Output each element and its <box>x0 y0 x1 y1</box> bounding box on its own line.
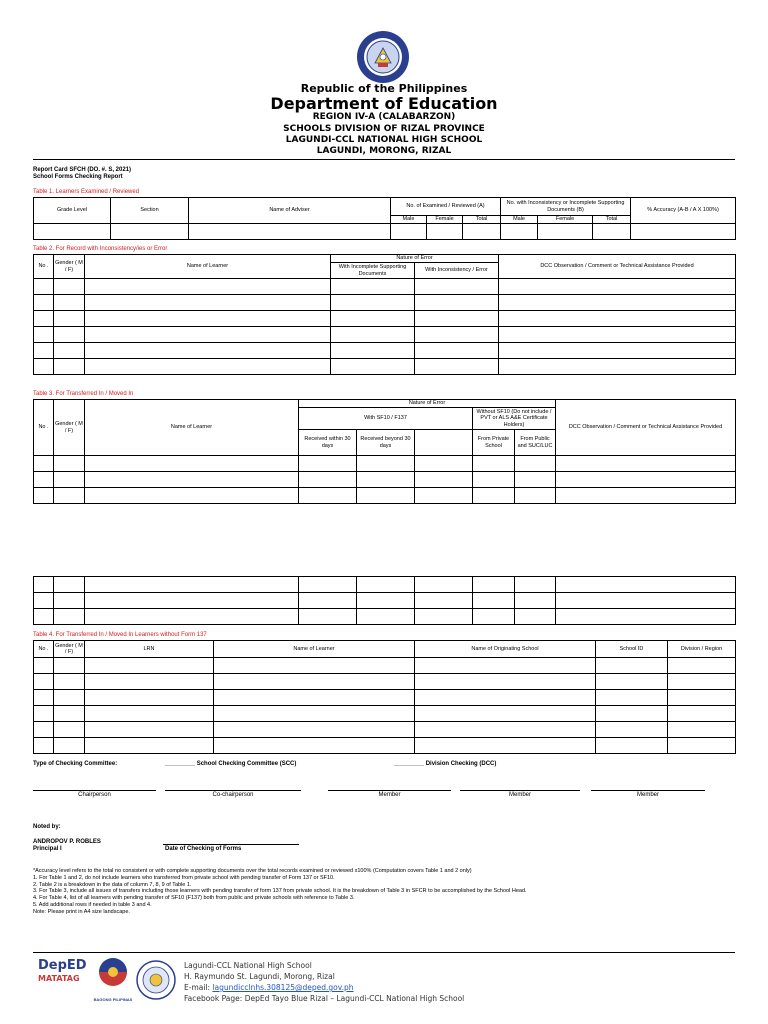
committee-scc: _________ School Checking Committee (SCC) <box>165 761 297 767</box>
table-row <box>34 658 736 674</box>
col-accuracy: % Accuracy (A-B / A X 100%) <box>631 198 736 224</box>
committee-type-label: Type of Checking Committee: <box>33 761 118 767</box>
date-of-checking-label: Date of Checking of Forms <box>165 846 242 852</box>
col-from-private: From Private School <box>473 430 515 456</box>
table1-learners-examined <box>33 197 736 240</box>
col-male: Male <box>391 216 427 224</box>
matatag-logo-text: MATATAG <box>38 974 80 983</box>
table3-caption: Table 3. For Transferred In / Moved In <box>33 391 134 397</box>
col-female: Female <box>427 216 463 224</box>
table-row <box>34 456 736 472</box>
table3-transferred-in <box>33 399 736 504</box>
footnote: 5. Add additional rows if needed in table 3 and 4. <box>33 901 152 908</box>
member2-label: Member <box>508 792 531 798</box>
school-seal-logo <box>136 960 176 1000</box>
table-row <box>34 609 736 625</box>
table-row <box>34 488 736 504</box>
co-chairperson-signature-line <box>165 790 301 791</box>
col-dcc: DCC Observation / Comment or Technical Assistance Provided <box>499 255 736 279</box>
table1-caption: Table 1. Learners Examined / Reviewed <box>33 189 140 195</box>
col-total: Total <box>463 216 501 224</box>
col-male: Male <box>501 216 538 224</box>
table-row <box>34 722 736 738</box>
table-row <box>34 593 736 609</box>
col-total: Total <box>593 216 631 224</box>
footer-email-row <box>184 983 354 992</box>
table-row <box>34 343 736 359</box>
col-female: Female <box>538 216 593 224</box>
col-grade-level: Grade Level <box>34 198 111 224</box>
table2-inconsistencies <box>33 254 736 375</box>
col-no: No . <box>34 641 54 658</box>
committee-dcc: _________ Division Checking (DCC) <box>394 761 497 767</box>
bagong-pilipinas-logo <box>95 956 131 996</box>
col-inconsistency: With Inconsistency / Error <box>415 263 499 279</box>
col-no: No . <box>34 400 54 456</box>
footer-facebook: Facebook Page: DepEd Tayo Blue Rizal – Lagundi-CCL National High School <box>184 994 465 1003</box>
member3-signature-line <box>591 790 705 791</box>
date-signature-line <box>163 844 299 845</box>
col-without-sf10: Without SF10 (Do not include / PVT or ALS A&E Certificate Holders) <box>473 408 556 430</box>
principal-position: Principal I <box>33 846 62 852</box>
footnotes <box>33 868 733 916</box>
member1-label: Member <box>378 792 401 798</box>
footnote: 2. Table 2 is a breakdown in the data of column 7, 8, 9 of Table 1. <box>33 881 192 888</box>
col-gender: Gender ( M / F) <box>54 641 85 658</box>
principal-name: ANDROPOV P. ROBLES <box>33 839 101 845</box>
table-row <box>34 577 736 593</box>
col-learner: Name of Learner <box>214 641 415 658</box>
chairperson-label: Chairperson <box>78 792 111 798</box>
form-subtitle: School Forms Checking Report <box>33 174 123 180</box>
col-learner: Name of Learner <box>85 400 299 456</box>
col-lrn: LRN <box>85 641 214 658</box>
footer-email-label: E-mail: <box>184 983 213 992</box>
footnote: 4. For Table 4, list of all learners with pending transfer of SF10 (F137) both from public and private schools with reference to Table 3. <box>33 895 355 902</box>
col-from-public: From Public and SUC/LUC <box>515 430 556 456</box>
col-dcc: DCC Observation / Comment or Technical Assistance Provided <box>556 400 736 456</box>
table-row <box>34 327 736 343</box>
noted-by-label: Noted by: <box>33 824 61 830</box>
footer-school-name: Lagundi-CCL National High School <box>184 961 312 970</box>
footer-address: H. Raymundo St. Lagundi, Morong, Rizal <box>184 972 335 981</box>
table2-caption: Table 2. For Record with Inconsistency/ies or Error <box>33 246 168 252</box>
col-gender: Gender ( M / F) <box>54 255 85 279</box>
header-divider <box>33 159 735 160</box>
col-received-beyond: Received beyond 30 days <box>357 430 415 456</box>
col-nature: Nature of Error <box>299 400 556 408</box>
footer-divider <box>33 952 735 953</box>
col-adviser: Name of Adviser <box>189 198 391 224</box>
table-row <box>34 674 736 690</box>
bagong-pilipinas-text: BAGONG PILIPINAS <box>93 997 133 1002</box>
col-gender: Gender ( M / F) <box>54 400 85 456</box>
co-chairperson-label: Co-chairperson <box>212 792 254 798</box>
header-region: REGION IV-A (CALABARZON) <box>312 112 456 122</box>
header-division: SCHOOLS DIVISION OF RIZAL PROVINCE <box>283 124 485 134</box>
table-row <box>34 738 736 754</box>
col-learner: Name of Learner <box>85 255 331 279</box>
table-row <box>34 472 736 488</box>
header-republic: Republic of the Philippines <box>300 82 468 95</box>
table-row <box>34 706 736 722</box>
chairperson-signature-line <box>33 790 156 791</box>
header-address: LAGUNDI, MORONG, RIZAL <box>316 146 452 156</box>
deped-seal-logo <box>356 30 410 84</box>
table-row <box>34 279 736 295</box>
member2-signature-line <box>460 790 580 791</box>
col-incomplete: With Incomplete Supporting Documents <box>331 263 415 279</box>
member1-signature-line <box>328 790 451 791</box>
footnote: *Accuracy level refers to the total no consistent or with complete supporting documents over the total records examined or reviewed x100% (Computation covers Table 1 and 2 only) <box>33 868 472 874</box>
col-received-within: Received within 30 days <box>299 430 357 456</box>
col-no: No . <box>34 255 54 279</box>
col-nature: Nature of Error <box>331 255 499 263</box>
col-section: Section <box>111 198 189 224</box>
footer-email-link[interactable]: lagundicclnhs.308125@deped.gov.ph <box>212 983 354 992</box>
col-school-id: School ID <box>596 641 668 658</box>
member3-label: Member <box>636 792 659 798</box>
header-department: Department of Education <box>270 94 498 113</box>
table-row <box>34 224 736 240</box>
form-title: Report Card SFCH (DO. #. S, 2021) <box>33 167 132 173</box>
col-with-sf10: With SF10 / F137 <box>299 408 473 430</box>
table3-continuation <box>33 576 736 625</box>
deped-matatag-logo <box>38 958 90 1002</box>
footnote: Note: Please print in A4 size landscape. <box>33 908 130 915</box>
footnote: 1. For Table 1 and 2, do not include learners who transferred from private school with pending transfer of Form 137 or SF10. <box>33 874 335 881</box>
col-division: Division / Region <box>668 641 736 658</box>
table-row <box>34 311 736 327</box>
col-originating-school: Name of Originating School <box>415 641 596 658</box>
footnote: 3. For Table 3, include all issues of transfers including those learners with pending transfer of form 137 from private school. It is the breakdown of Table 3 in SFCR to be accomplished by the School Head. <box>33 888 527 895</box>
deped-logo-text: DepED <box>38 958 87 973</box>
table4-caption: Table 4. For Transferred In / Moved In Learners without Form 137 <box>33 632 207 638</box>
table-row <box>34 295 736 311</box>
table4-without-form137 <box>33 640 736 754</box>
col-inconsistency: No. with Inconsistency or Incomplete Supporting Documents (B) <box>501 198 631 216</box>
col-examined: No. of Examined / Reviewed (A) <box>391 198 501 216</box>
table-row <box>34 359 736 375</box>
header-school: LAGUNDI-CCL NATIONAL HIGH SCHOOL <box>285 135 483 145</box>
table-row <box>34 690 736 706</box>
